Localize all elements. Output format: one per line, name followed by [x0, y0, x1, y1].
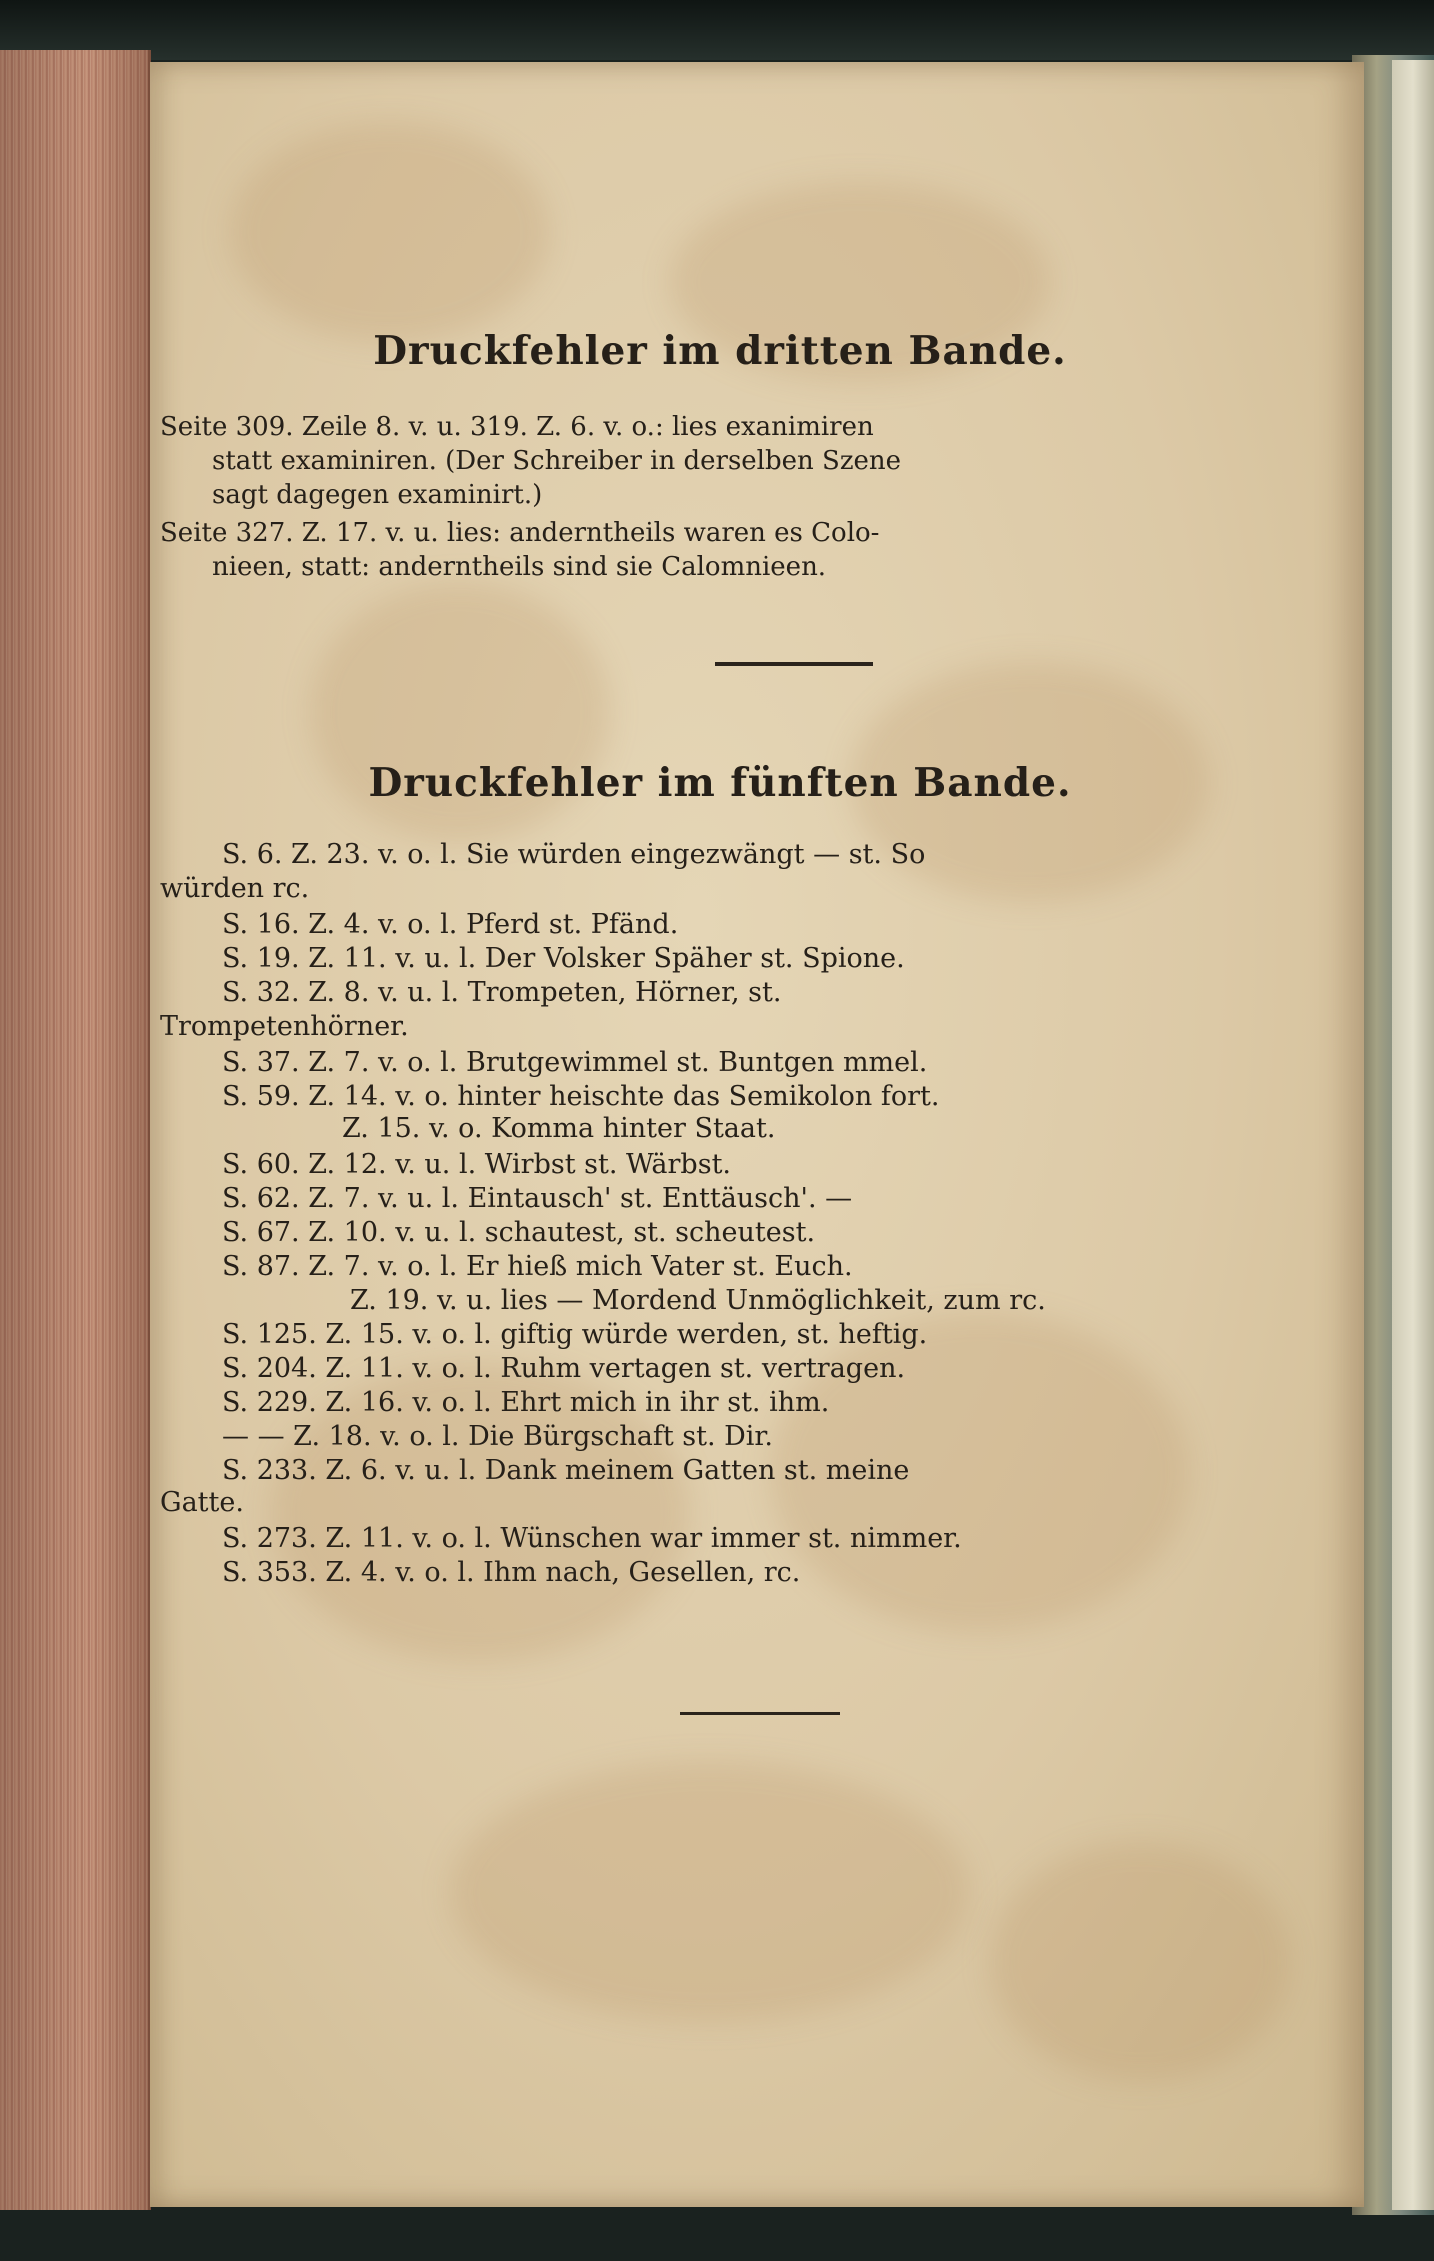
errata-line: S. 353. Z. 4. v. o. l. Ihm nach, Gesellen, rc. — [222, 1557, 801, 1588]
errata-line: Trompetenhörner. — [160, 1011, 409, 1042]
errata-line: S. 273. Z. 11. v. o. l. Wünschen war immer st. nimmer. — [222, 1523, 962, 1554]
errata-line: Gatte. — [160, 1487, 244, 1518]
errata-line: S. 62. Z. 7. v. u. l. Eintausch' st. Enttäusch'. — — [222, 1183, 853, 1214]
errata-line: S. 67. Z. 10. v. u. l. schautest, st. scheutest. — [222, 1217, 816, 1248]
errata-line: würden rc. — [160, 873, 310, 904]
errata-line: — — Z. 18. v. o. l. Die Bürgschaft st. Dir. — [222, 1421, 773, 1452]
errata-line: S. 233. Z. 6. v. u. l. Dank meinem Gatten st. meine — [222, 1455, 910, 1486]
errata-line: S. 87. Z. 7. v. o. l. Er hieß mich Vater st. Euch. — [222, 1251, 853, 1282]
stain — [450, 1762, 970, 2022]
stain — [230, 122, 550, 342]
page-edges-shade — [0, 50, 148, 2210]
errata-line: nieen, statt: anderntheils sind sie Calomnieen. — [212, 552, 827, 582]
stain — [990, 1842, 1290, 2082]
errata-line: statt examiniren. (Der Schreiber in derselben Szene — [212, 446, 902, 476]
errata-line: S. 125. Z. 15. v. o. l. giftig würde werden, st. heftig. — [222, 1319, 928, 1350]
heading-fuenfter-band: Druckfehler im fünften Bande. — [368, 760, 1072, 806]
errata-line: S. 6. Z. 23. v. o. l. Sie würden eingezwängt — st. So — [222, 839, 926, 870]
errata-line: S. 229. Z. 16. v. o. l. Ehrt mich in ihr st. ihm. — [222, 1387, 830, 1418]
errata-line: S. 32. Z. 8. v. u. l. Trompeten, Hörner, st. — [222, 977, 782, 1008]
errata-line: Z. 19. v. u. lies — Mordend Unmöglichkeit, zum rc. — [350, 1285, 1046, 1316]
book-cover-top — [0, 0, 1434, 60]
errata-line: S. 59. Z. 14. v. o. hinter heischte das Semikolon fort. — [222, 1081, 940, 1112]
errata-line: S. 16. Z. 4. v. o. l. Pferd st. Pfänd. — [222, 909, 679, 940]
errata-line: sagt dagegen examinirt.) — [212, 480, 543, 510]
binding-right-band — [1392, 60, 1434, 2210]
errata-line: S. 19. Z. 11. v. u. l. Der Volsker Späher st. Spione. — [222, 943, 905, 974]
errata-line: Seite 309. Zeile 8. v. u. 319. Z. 6. v. o.: lies exanimiren — [160, 412, 874, 442]
errata-line: S. 204. Z. 11. v. o. l. Ruhm vertagen st. vertragen. — [222, 1353, 906, 1384]
errata-line: Seite 327. Z. 17. v. u. lies: anderntheils waren es Colo- — [160, 518, 880, 548]
closing-divider — [680, 1712, 840, 1715]
errata-line: Z. 15. v. o. Komma hinter Staat. — [342, 1113, 776, 1144]
section-divider — [715, 662, 873, 666]
errata-line: S. 37. Z. 7. v. o. l. Brutgewimmel st. Buntgen mmel. — [222, 1047, 928, 1078]
heading-dritter-band: Druckfehler im dritten Bande. — [373, 328, 1067, 374]
errata-line: S. 60. Z. 12. v. u. l. Wirbst st. Wärbst. — [222, 1149, 732, 1180]
